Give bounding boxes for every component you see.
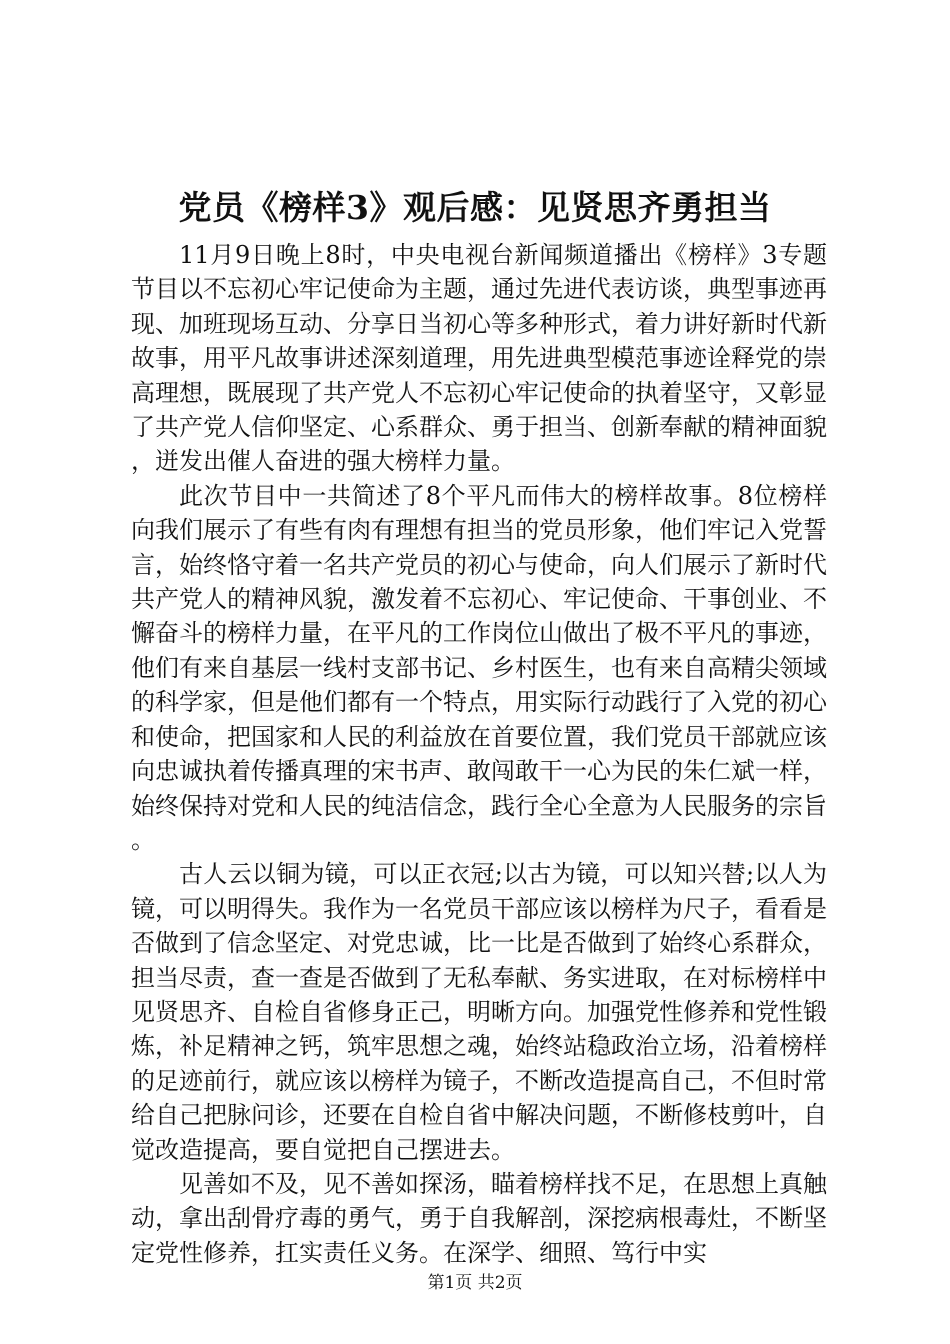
document-body bbox=[131, 238, 827, 1270]
page-number-footer: 第1页 共2页 bbox=[427, 1273, 523, 1293]
document-title: 党员《榜样3》观后感：见贤思齐勇担当 bbox=[178, 188, 772, 227]
paragraph-4: 见善如不及，见不善如探汤，瞄着榜样找不足，在思想上真触动，拿出刮骨疗毒的勇气，勇于自我解剖，深挖病根毒灶，不断坚定党性修养，扛实责任义务。在深学、细照、笃行中实 bbox=[131, 1169, 827, 1267]
paragraph-2: 此次节目中一共简述了8个平凡而伟大的榜样故事。8位榜样向我们展示了有些有肉有理想有担当的党员形象，他们牢记入党誓言，始终恪守着一名共产党员的初心与使命，向人们展示了新时代共产党人的精神风貌，激发着不忘初心、牢记使命、干事创业、不懈奋斗的榜样力量，在平凡的工作岗位山做出了极不平凡的事迹，他们有来自基层一线村支部书记、乡村医生，也有来自高精尖领域的科学家，但是他们都有一个特点，用实际行动践行了入党的初心和使命，把国家和人民的利益放在首要位置，我们党员干部就应该向忠诚执着传播真理的宋书声、敢闯敢干一心为民的朱仁斌一样，始终保持对党和人民的纯洁信念，践行全心全意为人民服务的宗旨。 bbox=[131, 481, 827, 854]
paragraph-1: 11月9日晚上8时，中央电视台新闻频道播出《榜样》3专题节目以不忘初心牢记使命为主题，通过先进代表访谈，典型事迹再现、加班现场互动、分享日当初心等多种形式，着力讲好新时代新故事，用平凡故事讲述深刻道理，用先进典型模范事迹诠释党的崇高理想，既展现了共产党人不忘初心牢记使命的执着坚守，又彰显了共产党人信仰坚定、心系群众、勇于担当、创新奉献的精神面貌，迸发出催人奋进的强大榜样力量。 bbox=[131, 241, 827, 476]
paragraph-3: 古人云以铜为镜，可以正衣冠;以古为镜，可以知兴替;以人为镜，可以明得失。我作为一名党员干部应该以榜样为尺子，看看是否做到了信念坚定、对党忠诚，比一比是否做到了始终心系群众，担当尽责，查一查是否做到了无私奉献、务实进取，在对标榜样中见贤思齐、自检自省修身正己，明晰方向。加强党性修养和党性锻炼，补足精神之钙，筑牢思想之魂，始终站稳政治立场，沿着榜样的足迹前行，就应该以榜样为镜子，不断改造提高自己，不但时常给自己把脉问诊，还要在自检自省中解决问题，不断修枝剪叶，自觉改造提高，要自觉把自己摆进去。 bbox=[131, 860, 827, 1164]
